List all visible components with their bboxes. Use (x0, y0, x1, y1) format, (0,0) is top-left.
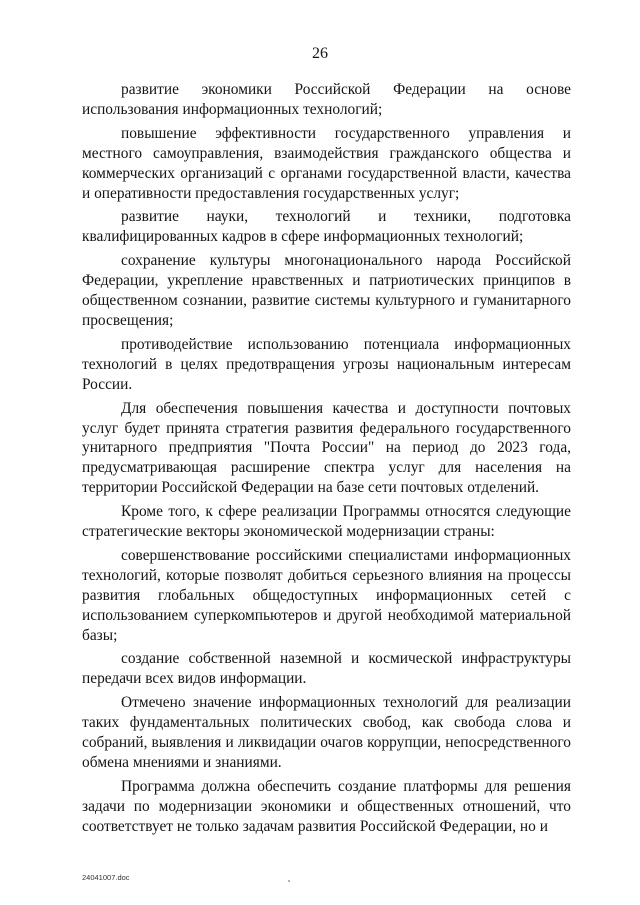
paragraph-6: Для обеспечения повышения качества и доступности почтовых услуг будет принята стратегия развития федерального государственного унитарного предприятия "Почта России" на период до 2023 года, предусматривающая расширение спектра услуг для населения на территории Российской Федерации на базе сети почтовых отделений. (82, 399, 571, 497)
paragraph-2: повышение эффективности государственного управления и местного самоуправления, взаимодействия гражданского общества и коммерческих организаций с органами государственной власти, качества и оперативности предоставления государственных услуг; (82, 124, 571, 202)
paragraph-11: Программа должна обеспечить создание платформы для решения задачи по модернизации экономики и общественных отношений, что соответствует не только задачам развития Российской Федерации, но и (82, 777, 571, 835)
paragraph-8: совершенствование российскими специалистами информационных технологий, которые позволят добиться серьезного влияния на процессы развития глобальных общедоступных информационных сетей с использованием суперкомпьютеров и другой необходимой материальной базы; (82, 546, 571, 644)
paragraph-10: Отмечено значение информационных технологий для реализации таких фундаментальных политических свобод, как свобода слова и собраний, выявления и ликвидации очагов коррупции, непосредственного обмена мнениями и знаниями. (82, 694, 571, 771)
paragraph-1: развитие экономики Российской Федерации на основе использования информационных технологий; (82, 81, 571, 118)
paragraph-3: развитие науки, технологий и техники, подготовка квалифицированных кадров в сфере информационных технологий; (82, 208, 571, 246)
paragraph-7: Кроме того, к сфере реализации Программы относятся следующие стратегические векторы экономической модернизации страны: (82, 503, 571, 541)
paragraph-9: создание собственной наземной и космической инфраструктуры передачи всех видов информации. (82, 650, 571, 688)
paragraph-5: противодействие использованию потенциала информационных технологий в целях предотвращения угрозы национальным интересам России. (82, 335, 571, 393)
body-text (82, 80, 571, 841)
footer-file-name: 24041007.doc (82, 873, 130, 882)
scan-speck (288, 880, 290, 882)
page-number: 26 (312, 45, 328, 62)
paragraph-4: сохранение культуры многонационального народа Российской Федерации, укрепление нравственных и патриотических принципов в общественном сознании, развитие системы культурного и гуманитарного просвещения; (82, 252, 571, 329)
